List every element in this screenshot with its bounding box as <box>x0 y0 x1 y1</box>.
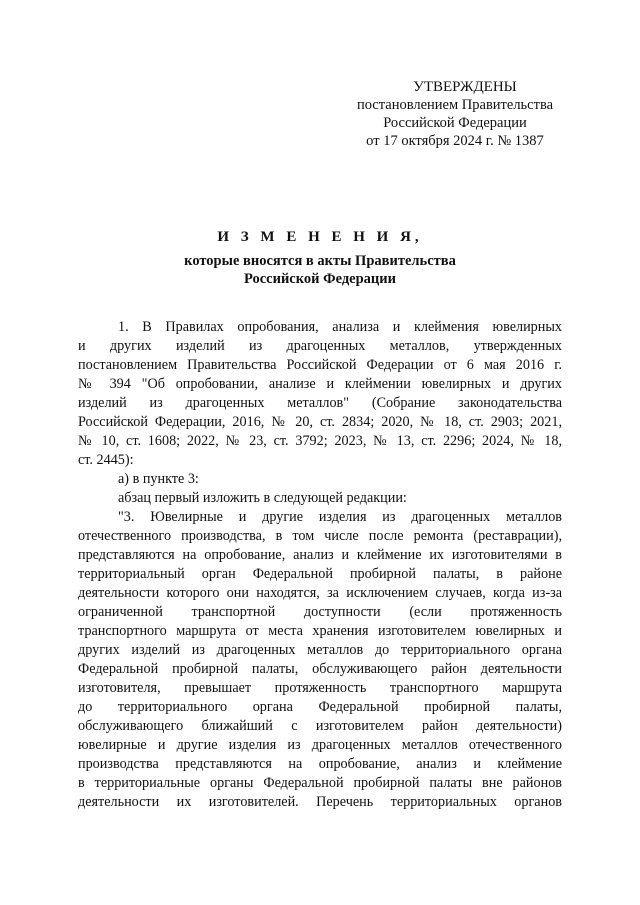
body-line: изготовителя, превышает протяженность транспортного маршрута <box>78 680 562 696</box>
approval-stamp <box>330 78 580 150</box>
body-line: абзац первый изложить в следующей редакции: <box>118 490 407 506</box>
approval-heading: УТВЕРЖДЕНЫ <box>413 79 517 95</box>
body-line: и других изделий из драгоценных металлов, утвержденных <box>78 338 562 354</box>
title-line-2: Российской Федерации <box>243 271 396 287</box>
body-line: 1. В Правилах опробования, анализа и клеймения ювелирных <box>118 319 562 335</box>
title-heading: И З М Е Н Е Н И Я, <box>217 229 423 245</box>
body-line: деятельности их изготовителей. Перечень территориальных органов <box>78 794 562 810</box>
body-line: "3. Ювелирные и другие изделия из драгоценных металлов <box>118 509 562 525</box>
body-line: постановлением Правительства Российской Федерации от 6 мая 2016 г. <box>78 357 562 373</box>
body-line: транспортного маршрута от места хранения изготовителем ювелирных и <box>78 623 562 639</box>
body-line: других изделий из драгоценных металлов до территориального органа <box>78 642 562 658</box>
body-line: ст. 2445): <box>78 452 134 468</box>
body-line: № 10, ст. 1608; 2022, № 23, ст. 3792; 2023, № 13, ст. 2296; 2024, № 18, <box>78 433 562 449</box>
body-line: до территориального органа Федеральной пробирной палаты, <box>78 699 562 715</box>
body-line: Федеральной пробирной палаты, обслуживающего район деятельности <box>78 661 562 677</box>
title-line-1: которые вносятся в акты Правительства <box>184 253 456 269</box>
body-line: Российской Федерации, 2016, № 20, ст. 2834; 2020, № 18, ст. 2903; 2021, <box>78 414 562 430</box>
body-line: обслуживающего ближайший с изготовителем район деятельности) <box>78 718 562 734</box>
body-line: представляются на опробование, анализ и клеймение их изготовителями в <box>78 547 562 563</box>
body-line: отечественного производства, в том числе после ремонта (реставрации), <box>78 528 562 544</box>
body-line: ювелирные и другие изделия из драгоценных металлов отечественного <box>78 737 562 753</box>
approval-line-2: постановлением Правительства <box>356 97 554 113</box>
body-line: в территориальные органы Федеральной пробирной палаты вне районов <box>78 775 562 791</box>
approval-line-3: Российской Федерации <box>383 115 527 131</box>
body-line: деятельности которого они находятся, за исключением случаев, когда из-за <box>78 585 562 601</box>
body-line: территориальный орган Федеральной пробирной палаты, в районе <box>78 566 562 582</box>
body-line: изделий из драгоценных металлов" (Собрание законодательства <box>78 395 562 411</box>
body-line: производства представляются на опробование, анализ и клеймение <box>78 756 562 772</box>
document-title <box>0 228 640 288</box>
body-line: № 394 "Об опробовании, анализе и клеймении ювелирных и других <box>78 376 562 392</box>
body-line: ограниченной транспортной доступности (если протяженность <box>78 604 562 620</box>
approval-line-4: от 17 октября 2024 г. № 1387 <box>366 133 544 149</box>
document-body <box>78 318 562 812</box>
body-line: а) в пункте 3: <box>118 471 199 487</box>
